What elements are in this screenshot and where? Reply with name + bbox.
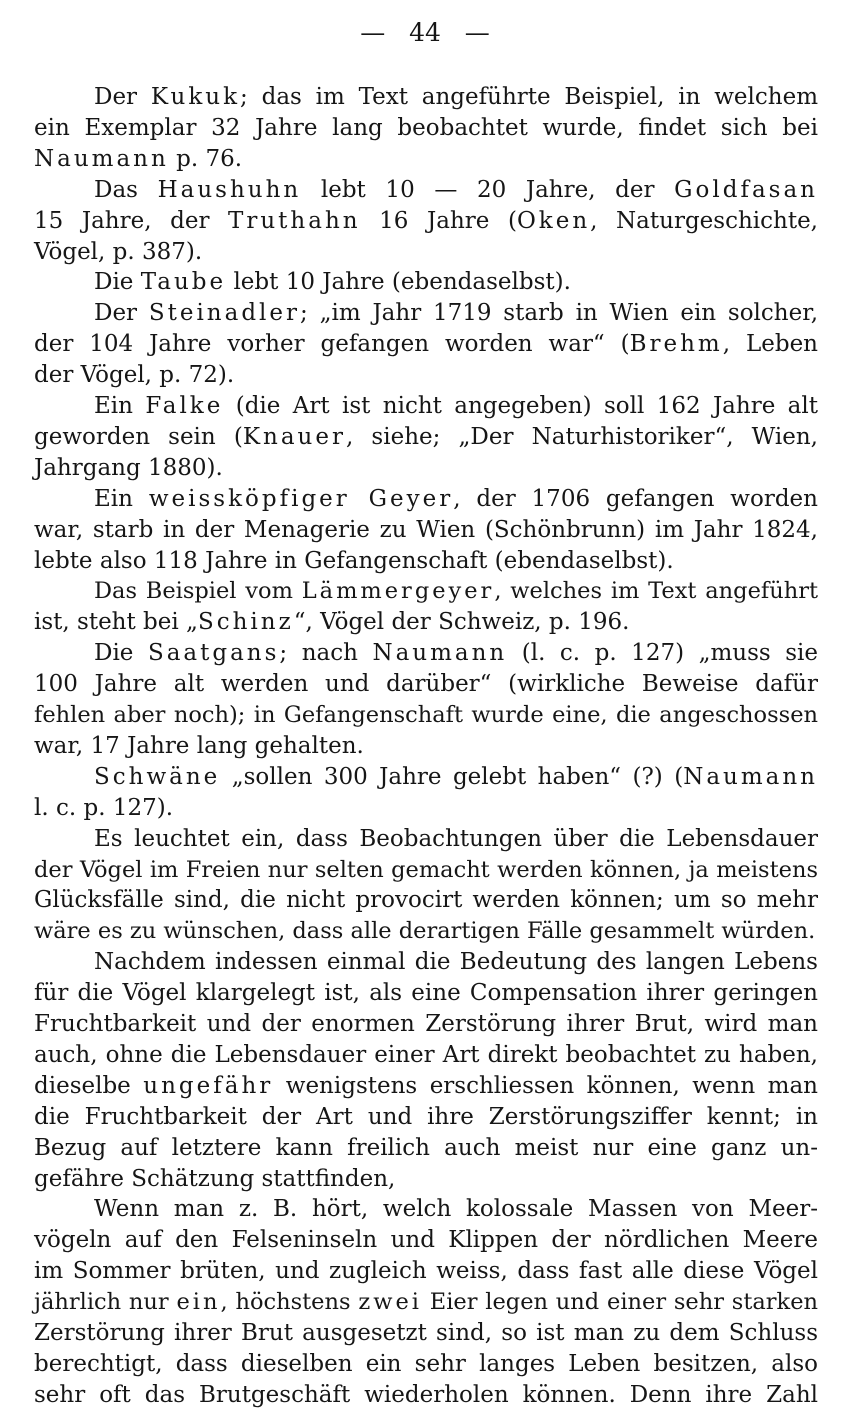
spaced-emphasis: ein [176,1289,221,1316]
text-line [34,237,818,267]
text-segment: Wenn man z. B. hört, welch kolossale Massen von Meer- [94,1196,818,1223]
text-segment: l. c. p. 127). [34,794,174,821]
text-segment: Der [94,84,151,110]
text-line [94,762,818,792]
text-segment: der Vögel im Freien nur selten gemacht werden können, ja meistens [34,856,818,883]
text-segment: fehlen aber noch); in Gefangenschaft wurde eine, die angeschossen [34,702,818,728]
spaced-emphasis: Oken [516,207,591,234]
text-segment: ; das im Text angeführte Beispiel, in welchem [240,84,819,110]
text-segment: ein Exemplar 32 Jahre lang beobachtet wurde, findet sich bei [34,114,818,141]
text-line [34,1009,818,1039]
text-segment: Der [94,300,149,327]
text-segment: ; nach [279,640,373,667]
text-segment: für die Vögel klargelegt ist, als eine Compensation ihrer geringen [34,980,818,1007]
text-line [34,1380,818,1410]
text-segment: ist, steht bei „ [34,609,198,636]
text-line [34,546,818,576]
text-line [94,947,818,977]
text-segment: Jahrgang 1880). [34,454,223,481]
text-line [34,607,818,637]
text-line [34,1225,818,1255]
spaced-emphasis: Brehm [629,331,723,358]
text-segment: wenigstens erschliessen können, wenn man [273,1072,818,1099]
text-segment: Ein [94,485,149,512]
text-segment: Nachdem indessen einmal die Bedeutung des langen Lebens [94,949,818,976]
spaced-emphasis: Saatgans [147,640,280,667]
text-line [34,329,818,359]
text-line [94,175,818,205]
text-line [34,1287,818,1317]
text-line [34,1071,818,1101]
text-line [94,576,818,606]
text-line [34,700,818,730]
text-line [34,1102,818,1132]
text-line [34,793,818,823]
spaced-emphasis: Naumann [34,145,169,172]
text-line [34,206,818,236]
text-line [94,638,818,668]
text-segment: Ein [94,393,146,419]
spaced-emphasis: Naumann [372,640,508,667]
spaced-emphasis: Kukuk [150,84,241,110]
text-segment: Eier legen und einer sehr starken [421,1289,818,1316]
text-segment: gefähre Schätzung stattfinden, [34,1165,396,1192]
text-segment: „sollen 300 Jahre gelebt haben“ (?) ( [220,763,684,790]
text-line [34,1349,818,1379]
text-segment: der Vögel, p. 72). [34,362,235,389]
spaced-emphasis: Schinz [197,609,294,636]
text-line [34,360,818,390]
text-segment: Vögel, p. 387). [34,238,203,265]
text-segment: lebt 10 Jahre (ebendaselbst). [226,269,571,296]
spaced-emphasis: Naumann [683,763,818,790]
text-segment: , Naturgeschichte, [590,207,818,234]
text-line [34,1164,818,1194]
text-segment: Zerstörung ihrer Brut ausgesetzt sind, so ist man zu dem Schluss [34,1320,818,1346]
text-segment: p. 76. [168,145,243,172]
text-segment: war, starb in der Menagerie zu Wien (Schönbrunn) im Jahr 1824, [34,516,818,543]
text-segment: , siehe; „Der Naturhistoriker“, Wien, [345,423,818,450]
text-line [34,144,818,174]
text-line [34,515,818,545]
text-segment: 16 Jahre ( [360,207,517,234]
text-segment: Es leuchtet ein, dass Beobachtungen über die Lebensdauer [94,825,818,852]
text-segment: , höchstens [220,1289,359,1316]
text-segment: Die [94,640,148,667]
text-line [34,113,818,143]
text-segment: “, Vögel der Schweiz, p. 196. [293,609,630,636]
text-line [34,731,818,761]
text-line [34,453,818,483]
spaced-emphasis: ungefähr [143,1072,274,1099]
text-segment: 15 Jahre, der [34,207,229,234]
spaced-emphasis: Taube [140,269,227,296]
text-segment: im Sommer brüten, und zugleich weiss, dass fast alle diese Vögel [34,1258,818,1285]
text-segment: geworden sein ( [34,423,243,450]
text-line [34,916,818,946]
text-segment: (die Art ist nicht angegeben) soll 162 Jahre alt [223,393,818,419]
text-segment: lebt 10 — 20 Jahre, der [301,176,675,203]
text-segment: Glücksfälle sind, die nicht provocirt werden können; um so mehr [34,887,818,914]
text-line [34,855,818,885]
text-line [94,1194,818,1224]
spaced-emphasis: zwei [358,1289,422,1316]
text-segment: lebte also 118 Jahre in Gefangenschaft (ebendaselbst). [34,547,674,574]
text-segment: Bezug auf letztere kann freilich auch meist nur eine ganz un- [34,1134,818,1161]
text-segment: , welches im Text angeführt [494,578,818,605]
text-segment: (l. c. p. 127) „muss sie [507,640,819,667]
text-segment: Das Beispiel vom [94,578,302,605]
spaced-emphasis: Steinadler [148,300,301,327]
text-segment: 100 Jahre alt werden und darüber“ (wirkliche Beweise dafür [34,671,818,698]
spaced-emphasis: Schwäne [94,763,221,790]
text-segment: auch, ohne die Lebensdauer einer Art direkt beobachtet zu haben, [34,1041,818,1068]
text-line [34,1256,818,1286]
text-segment: dieselbe [34,1072,144,1099]
text-line [94,82,818,112]
text-segment: , Leben [722,331,818,358]
text-line [34,885,818,915]
text-segment: sehr oft das Brutgeschäft wiederholen können. Denn ihre Zahl [34,1381,818,1408]
text-line [94,484,818,514]
text-line [34,1318,818,1348]
text-segment: der 104 Jahre vorher gefangen worden war“ ( [34,331,630,358]
text-line [94,824,818,854]
text-segment: Das [94,176,158,203]
text-segment: Die [94,269,141,296]
text-line [34,669,818,699]
page-number: — 44 — [360,18,490,47]
text-segment: jährlich nur [34,1289,177,1316]
text-line [34,1040,818,1070]
text-line [94,391,818,421]
text-segment: wäre es zu wünschen, dass alle derartigen Fälle gesammelt würden. [34,918,816,945]
text-segment: , der 1706 gefangen worden [453,485,818,512]
text-segment: Fruchtbarkeit und der enormen Zerstörung ihrer Brut, wird man [34,1011,818,1037]
spaced-emphasis: Truthahn [228,207,361,234]
text-line [94,267,818,297]
text-segment: vögeln auf den Felseninseln und Klippen der nördlichen Meere [34,1227,818,1254]
text-segment: die Fruchtbarkeit der Art und ihre Zerstörungsziffer kennt; in [34,1103,818,1130]
text-segment: war, 17 Jahre lang gehalten. [34,732,364,759]
spaced-emphasis: Lämmergeyer [301,578,495,605]
text-line [94,298,818,328]
text-line [34,422,818,452]
text-line [34,1133,818,1163]
text-segment: berechtigt, dass dieselben ein sehr langes Leben besitzen, also [34,1350,818,1377]
text-line [34,978,818,1008]
spaced-emphasis: Goldfasan [674,176,818,203]
spaced-emphasis: weissköpfiger Geyer [148,485,454,512]
spaced-emphasis: Knauer [242,423,346,450]
text-segment: ; „im Jahr 1719 starb in Wien ein solcher, [300,300,819,327]
spaced-emphasis: Haushuhn [157,176,302,203]
spaced-emphasis: Falke [145,393,224,419]
